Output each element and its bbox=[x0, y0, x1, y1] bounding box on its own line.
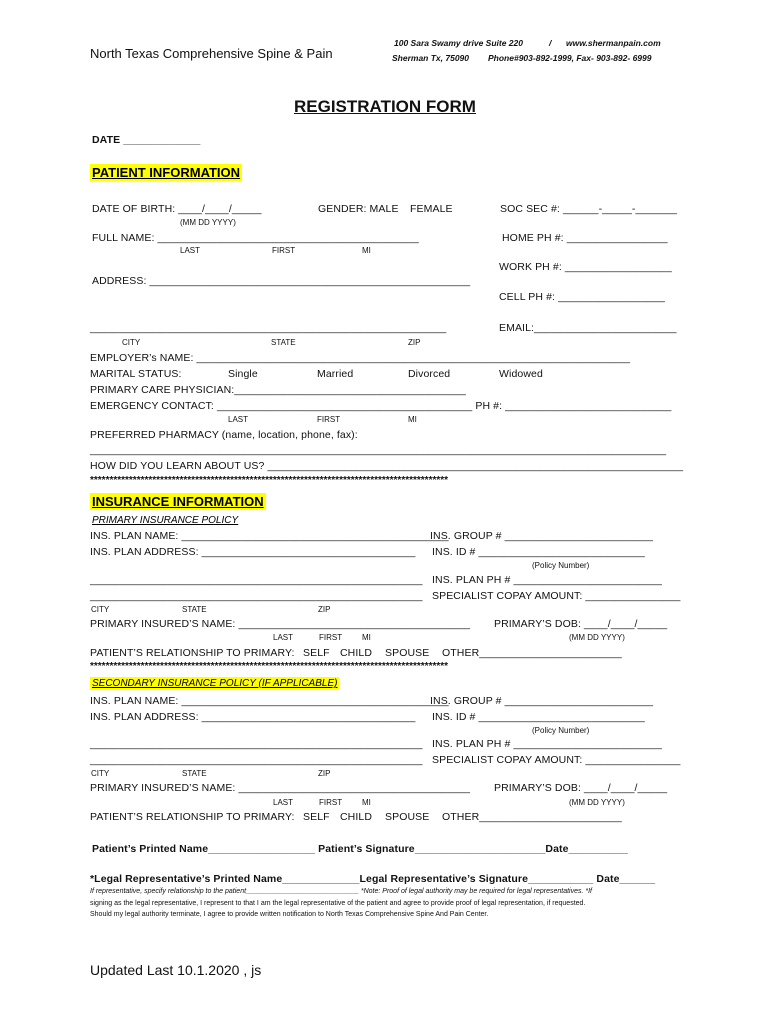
section-divider: ******************************************************************************************** bbox=[90, 475, 449, 486]
primary-insured-last-label: LAST bbox=[273, 633, 294, 642]
primary-address-line[interactable]: ________________________________________________________ bbox=[90, 574, 423, 586]
header-website: www.shermanpain.com bbox=[566, 38, 661, 48]
secondary-state-label: STATE bbox=[182, 769, 207, 778]
secondary-insured-dob-field[interactable]: PRIMARY’S DOB: ____/____/_____ bbox=[494, 782, 668, 794]
patient-signature-line[interactable]: Patient’s Printed Name__________________ Patient’s Signature______________________Date__________ bbox=[92, 843, 628, 855]
secondary-ins-id-field[interactable]: INS. ID # ____________________________ bbox=[432, 711, 645, 723]
primary-plan-address-field[interactable]: INS. PLAN ADDRESS: ____________________________________ bbox=[90, 546, 416, 558]
patient-information-heading: PATIENT INFORMATION bbox=[92, 165, 241, 180]
secondary-policy-number-hint: (Policy Number) bbox=[532, 726, 590, 735]
primary-zip-label: ZIP bbox=[318, 605, 331, 614]
secondary-city-state-zip-line[interactable]: ________________________________________________________ bbox=[90, 754, 423, 766]
emergency-first-label: FIRST bbox=[317, 415, 341, 424]
secondary-relationship-spouse-option[interactable]: SPOUSE bbox=[385, 811, 430, 823]
primary-insured-first-label: FIRST bbox=[319, 633, 343, 642]
primary-city-state-zip-line[interactable]: ________________________________________________________ bbox=[90, 590, 423, 602]
primary-policy-number-hint: (Policy Number) bbox=[532, 561, 590, 570]
secondary-insured-last-label: LAST bbox=[273, 798, 294, 807]
representative-note-line3: Should my legal authority terminate, I agree to provide written notification to North Texas Comprehensive Spine And Pain Center. bbox=[90, 911, 489, 918]
secondary-relationship-child-option[interactable]: CHILD bbox=[340, 811, 373, 823]
legal-representative-signature-line[interactable]: *Legal Representative’s Printed Name_____________Legal Representative’s Signature___________ Date______ bbox=[90, 873, 656, 885]
primary-insurance-heading: PRIMARY INSURANCE POLICY bbox=[92, 515, 239, 526]
secondary-copay-field[interactable]: SPECIALIST COPAY AMOUNT: ________________ bbox=[432, 754, 681, 766]
header-slash: / bbox=[549, 38, 552, 48]
primary-insured-name-field[interactable]: PRIMARY INSURED’S NAME: _______________________________________ bbox=[90, 618, 471, 630]
secondary-plan-name-field[interactable]: INS. PLAN NAME: _____________________________________________ bbox=[90, 695, 449, 707]
dob-field[interactable]: DATE OF BIRTH: ____/____/_____ bbox=[92, 203, 262, 215]
primary-relationship-child-option[interactable]: CHILD bbox=[340, 647, 373, 659]
marital-divorced-option[interactable]: Divorced bbox=[408, 368, 451, 380]
marital-married-option[interactable]: Married bbox=[317, 368, 354, 380]
insurance-divider: ******************************************************************************************** bbox=[90, 661, 449, 672]
primary-copay-field[interactable]: SPECIALIST COPAY AMOUNT: ________________ bbox=[432, 590, 681, 602]
home-phone-field[interactable]: HOME PH #: _________________ bbox=[502, 232, 668, 244]
gender-female-option[interactable]: FEMALE bbox=[410, 203, 453, 215]
preferred-pharmacy-label: PREFERRED PHARMACY (name, location, phone, fax): bbox=[90, 429, 358, 441]
secondary-insured-dob-hint: (MM DD YYYY) bbox=[569, 798, 625, 807]
secondary-city-label: CITY bbox=[91, 769, 110, 778]
secondary-insured-mi-label: MI bbox=[362, 798, 371, 807]
cell-phone-field[interactable]: CELL PH #: __________________ bbox=[499, 291, 665, 303]
full-name-field[interactable]: FULL NAME: ____________________________________________ bbox=[92, 232, 419, 244]
secondary-plan-address-field[interactable]: INS. PLAN ADDRESS: ____________________________________ bbox=[90, 711, 416, 723]
primary-insured-dob-hint: (MM DD YYYY) bbox=[569, 633, 625, 642]
dob-hint: (MM DD YYYY) bbox=[180, 218, 236, 227]
marital-status-label: MARITAL STATUS: bbox=[90, 368, 182, 380]
primary-group-field[interactable]: INS. GROUP # _________________________ bbox=[430, 530, 654, 542]
header-phones: Phone#903-892-1999, Fax- 903-892- 6999 bbox=[488, 53, 652, 63]
emergency-mi-label: MI bbox=[408, 415, 417, 424]
gender-male-option[interactable]: GENDER: MALE bbox=[318, 203, 399, 215]
updated-footer: Updated Last 10.1.2020 , js bbox=[90, 962, 262, 978]
date-field[interactable]: DATE _____________ bbox=[92, 134, 201, 146]
city-label: CITY bbox=[122, 338, 141, 347]
employer-field[interactable]: EMPLOYER’s NAME: _________________________________________________________________________ bbox=[90, 352, 631, 364]
address-field[interactable]: ADDRESS: ______________________________________________________ bbox=[92, 275, 471, 287]
representative-note-line2: signing as the legal representative, I represent to that I am the legal representative of the patient and agree to provide proof of legal representation, if requested. bbox=[90, 900, 586, 907]
representative-note-line1: If representative, specify relationship to the patient_____________________________ *Note: Proof of legal authority may be required for legal representatives. *If bbox=[90, 888, 593, 895]
marital-widowed-option[interactable]: Widowed bbox=[499, 368, 543, 380]
secondary-address-line[interactable]: ________________________________________________________ bbox=[90, 738, 423, 750]
secondary-relationship-other-field[interactable]: OTHER________________________ bbox=[442, 811, 622, 823]
secondary-relationship-label: PATIENT’S RELATIONSHIP TO PRIMARY: bbox=[90, 811, 295, 823]
preferred-pharmacy-field[interactable]: _________________________________________________________________________________________________ bbox=[90, 444, 667, 456]
primary-relationship-self-option[interactable]: SELF bbox=[303, 647, 330, 659]
email-field[interactable]: EMAIL:________________________ bbox=[499, 322, 677, 334]
primary-state-label: STATE bbox=[182, 605, 207, 614]
state-label: STATE bbox=[271, 338, 296, 347]
secondary-relationship-self-option[interactable]: SELF bbox=[303, 811, 330, 823]
city-state-zip-field[interactable]: ____________________________________________________________ bbox=[90, 322, 447, 334]
header-address-line1: 100 Sara Swamy drive Suite 220 bbox=[394, 38, 523, 48]
primary-plan-phone-field[interactable]: INS. PLAN PH # _________________________ bbox=[432, 574, 662, 586]
primary-insured-dob-field[interactable]: PRIMARY’S DOB: ____/____/_____ bbox=[494, 618, 668, 630]
primary-relationship-spouse-option[interactable]: SPOUSE bbox=[385, 647, 430, 659]
secondary-group-field[interactable]: INS. GROUP # _________________________ bbox=[430, 695, 654, 707]
primary-relationship-label: PATIENT’S RELATIONSHIP TO PRIMARY: bbox=[90, 647, 295, 659]
primary-care-physician-field[interactable]: PRIMARY CARE PHYSICIAN:_______________________________________ bbox=[90, 384, 466, 396]
primary-city-label: CITY bbox=[91, 605, 110, 614]
emergency-contact-field[interactable]: EMERGENCY CONTACT: ___________________________________________ PH #: ____________________________ bbox=[90, 400, 672, 412]
marital-single-option[interactable]: Single bbox=[228, 368, 258, 380]
primary-insured-mi-label: MI bbox=[362, 633, 371, 642]
header-address-line2: Sherman Tx, 75090 bbox=[392, 53, 470, 63]
ssn-field[interactable]: SOC SEC #: ______-_____-_______ bbox=[500, 203, 678, 215]
insurance-information-heading: INSURANCE INFORMATION bbox=[92, 494, 264, 509]
name-first-label: FIRST bbox=[272, 246, 296, 255]
zip-label: ZIP bbox=[408, 338, 421, 347]
referral-source-field[interactable]: HOW DID YOU LEARN ABOUT US? ______________________________________________________________________ bbox=[90, 460, 684, 472]
secondary-insured-first-label: FIRST bbox=[319, 798, 343, 807]
secondary-plan-phone-field[interactable]: INS. PLAN PH # _________________________ bbox=[432, 738, 662, 750]
secondary-insured-name-field[interactable]: PRIMARY INSURED’S NAME: _______________________________________ bbox=[90, 782, 471, 794]
emergency-last-label: LAST bbox=[228, 415, 249, 424]
work-phone-field[interactable]: WORK PH #: __________________ bbox=[499, 261, 672, 273]
name-last-label: LAST bbox=[180, 246, 201, 255]
practice-name: North Texas Comprehensive Spine & Pain bbox=[90, 46, 333, 61]
name-mi-label: MI bbox=[362, 246, 371, 255]
primary-relationship-other-field[interactable]: OTHER________________________ bbox=[442, 647, 622, 659]
primary-ins-id-field[interactable]: INS. ID # ____________________________ bbox=[432, 546, 645, 558]
secondary-zip-label: ZIP bbox=[318, 769, 331, 778]
primary-plan-name-field[interactable]: INS. PLAN NAME: _____________________________________________ bbox=[90, 530, 449, 542]
form-title: REGISTRATION FORM bbox=[294, 97, 476, 116]
secondary-insurance-heading: SECONDARY INSURANCE POLICY (IF APPLICABLE) bbox=[92, 678, 338, 689]
